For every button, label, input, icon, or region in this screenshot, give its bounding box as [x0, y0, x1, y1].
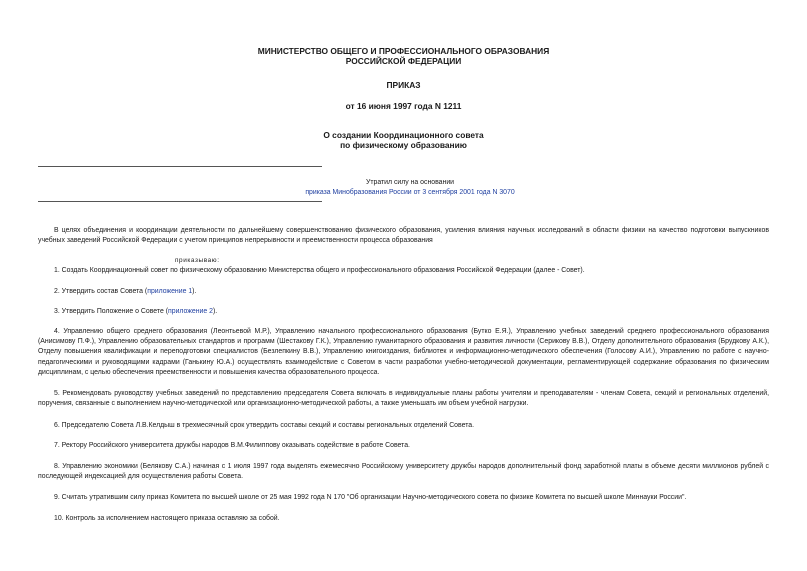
separator-line-2 — [38, 201, 322, 202]
ministry-title-line1: МИНИСТЕРСТВО ОБЩЕГО И ПРОФЕССИОНАЛЬНОГО ОБРАЗОВАНИЯ — [257, 46, 550, 56]
appendix-2-link[interactable]: приложение 2 — [168, 308, 213, 315]
document-date-number: от 16 июня 1997 года N 1211 — [345, 101, 462, 111]
paragraph-10: 10. Контроль за исполнением настоящего приказа оставляю за собой. — [54, 515, 280, 522]
status-note-text: Утратил силу на основании — [365, 179, 455, 186]
appendix-1-link[interactable]: приложение 1 — [147, 288, 193, 295]
document-title-line1: О создании Координационного совета — [323, 130, 484, 140]
paragraph-6: 6. Председателю Совета Л.В.Келдыш в трехмесячный срок утвердить составы секций и составы региональных отделений Совета. — [54, 422, 475, 429]
document-type: ПРИКАЗ — [386, 80, 421, 90]
separator-line — [38, 166, 322, 167]
status-note — [290, 178, 530, 198]
paragraph-2: 2. Утвердить состав Совета (приложение 1). — [54, 288, 197, 295]
paragraph-9: 9. Считать утратившим силу приказ Комитета по высшей школе от 25 мая 1992 года N 170 "Об организации Научно-методического совета по физике Комитета по высшей школе Миннауки России". — [54, 494, 687, 501]
prikazyvayu-label: приказываю: — [175, 257, 220, 264]
paragraph-4: 4. Управлению общего среднего образования (Леонтьевой М.Р.), Управлению начального профессионального образования (Бутко Е.Я.), Управлению учебных заведений среднего профессионального образования (Анисимову П.Ф.), Управлению образовательных стандартов и программ (Шестакову Г.К.), Управлению гуманитарного образования и развития личности (Серикову В.В.), Отделу дополнительного образования (Брудкову А.К.), Отделу повышения квалификации и переподготовки специалистов (Безлепкину В.В.), Управлению книгоиздания, библиотек и информационно-методического обеспечения (Голосову А.И.), Управлению по работе с научно-педагогическими и руководящими кадрами (Ганькину Ю.А.) осуществлять взаимодействие с Советом в части разработки учебно-методической документации, регламентирующей содержание образования по физическим дисциплинам, с целью обеспечения преемственности и повышения качества образовательного процесса. — [38, 328, 769, 376]
paragraph-8: 8. Управлению экономики (Белякову С.А.) начиная с 1 июля 1997 года выделять ежемесячно Российскому университету дружбы народов дополнительный фонд заработной платы в объеме десяти миллионов рублей с последующей индексацией для осуществления работы Совета. — [38, 463, 769, 481]
paragraph-7: 7. Ректору Российского университета дружбы народов В.М.Филиппову оказывать содействие в работе Совета. — [54, 442, 410, 449]
preamble-paragraph: В целях объединения и координации деятельности по дальнейшему совершенствованию физического образования, усиления влияния научных исследований в области физики на качество подготовки выпускников учебных заведений Российской Федерации с учетом принципов непрерывности и преемственности процесса образования — [38, 227, 769, 245]
paragraph-5: 5. Рекомендовать руководству учебных заведений по представлению председателя Совета включать в индивидуальные планы работы учителям и преподавателям - членам Совета, секций и региональных отделений, поручения, связанные с выполнением научно-методической или организационно-методической работы, а также уменьшать им объем учебной нагрузки. — [38, 390, 769, 408]
paragraph-3: 3. Утвердить Положение о Совете (приложение 2). — [54, 308, 218, 315]
repeal-order-link[interactable]: приказа Минобразования России от 3 сентября 2001 года N 3070 — [305, 189, 515, 196]
paragraph-1: 1. Создать Координационный совет по физическому образованию Министерства общего и профессионального образования Российской Федерации (далее - Совет). — [54, 267, 585, 274]
ministry-title-line2: РОССИЙСКОЙ ФЕДЕРАЦИИ — [345, 56, 462, 66]
document-title-line2: по физическому образованию — [340, 140, 467, 150]
